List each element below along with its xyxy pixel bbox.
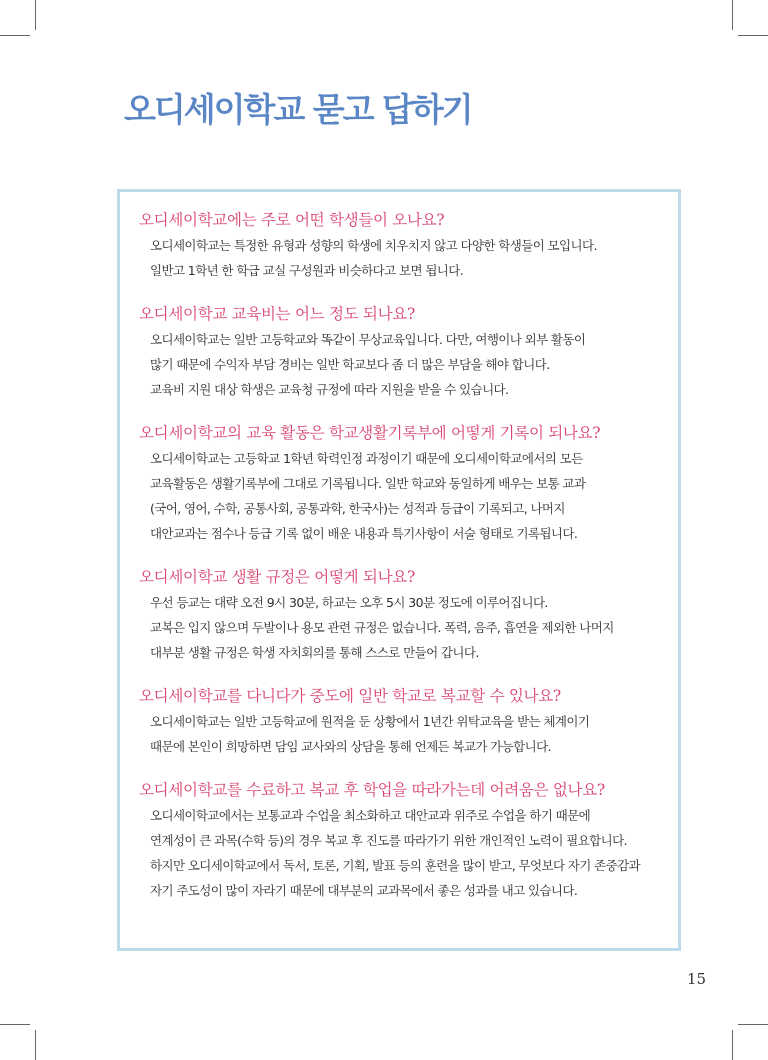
qa-item xyxy=(139,422,678,546)
answer-line: (국어, 영어, 수학, 공통사회, 공통과학, 한국사)는 성적과 등급이 기록되고, 나머지 xyxy=(150,501,565,516)
crop-mark-top-left-vertical xyxy=(35,0,36,30)
crop-mark-bottom-right-horizontal xyxy=(738,1024,768,1025)
answer-line: 대안교과는 점수나 등급 기록 없이 배운 내용과 특기사항이 서술 형태로 기록됩니다. xyxy=(150,526,578,541)
answer-line: 자기 주도성이 많이 자라기 때문에 대부분의 교과목에서 좋은 성과를 내고 있습니다. xyxy=(150,883,578,898)
answer-line: 연계성이 큰 과목(수학 등)의 경우 복교 후 진도를 따라가기 위한 개인적인 노력이 필요합니다. xyxy=(150,833,627,848)
crop-mark-bottom-right-vertical xyxy=(732,1030,733,1060)
qa-item xyxy=(139,303,678,402)
question-heading: 오디세이학교를 다니다가 중도에 일반 학교로 복교할 수 있나요? xyxy=(139,687,561,705)
answer-line: 오디세이학교는 특정한 유형과 성향의 학생에 치우치지 않고 다양한 학생들이 모입니다. xyxy=(150,238,597,253)
qa-item xyxy=(139,779,678,903)
question-heading: 오디세이학교를 수료하고 복교 후 학업을 따라가는데 어려움은 없나요? xyxy=(139,781,605,799)
answer-line: 오디세이학교에서는 보통교과 수업을 최소화하고 대안교과 위주로 수업을 하기 때문에 xyxy=(150,808,591,823)
crop-mark-top-right-vertical xyxy=(732,0,733,30)
question-heading: 오디세이학교에는 주로 어떤 학생들이 오나요? xyxy=(139,211,445,229)
answer-line: 우선 등교는 대략 오전 9시 30분, 하교는 오후 5시 30분 정도에 이루어집니다. xyxy=(150,595,548,610)
answer-line: 오디세이학교는 고등학교 1학년 학력인정 과정이기 때문에 오디세이학교에서의 모든 xyxy=(150,451,583,466)
qa-item xyxy=(139,566,678,665)
crop-mark-top-right-horizontal xyxy=(738,35,768,36)
answer-line: 교복은 입지 않으며 두발이나 용모 관련 규정은 없습니다. 폭력, 음주, 흡연을 제외한 나머지 xyxy=(150,620,614,635)
answer-line: 하지만 오디세이학교에서 독서, 토론, 기획, 발표 등의 훈련을 많이 받고, 무엇보다 자기 존중감과 xyxy=(150,858,641,873)
question-heading: 오디세이학교 생활 규정은 어떻게 되나요? xyxy=(139,568,415,586)
answer-line: 대부분 생활 규정은 학생 자치회의를 통해 스스로 만들어 갑니다. xyxy=(150,645,479,660)
crop-mark-top-left-horizontal xyxy=(0,35,30,36)
answer-line: 교육활동은 생활기록부에 그대로 기록됩니다. 일반 학교와 동일하게 배우는 보통 교과 xyxy=(150,476,586,491)
qa-item xyxy=(139,209,678,283)
question-heading: 오디세이학교 교육비는 어느 정도 되나요? xyxy=(139,305,415,323)
answer-line: 오디세이학교는 일반 고등학교와 똑같이 무상교육입니다. 다만, 여행이나 외부 활동이 xyxy=(150,332,586,347)
page-number: 15 xyxy=(687,970,707,988)
answer-line: 일반고 1학년 한 학급 교실 구성원과 비슷하다고 보면 됩니다. xyxy=(150,263,464,278)
answer-line: 오디세이학교는 일반 고등학교에 원적을 둔 상황에서 1년간 위탁교육을 받는 체계이기 xyxy=(150,714,590,729)
crop-mark-bottom-left-vertical xyxy=(35,1030,36,1060)
qa-item xyxy=(139,685,678,759)
qa-box xyxy=(117,189,681,951)
answer-line: 교육비 지원 대상 학생은 교육청 규정에 따라 지원을 받을 수 있습니다. xyxy=(150,382,509,397)
question-heading: 오디세이학교의 교육 활동은 학교생활기록부에 어떻게 기록이 되나요? xyxy=(139,424,601,442)
page-title: 오디세이학교 묻고 답하기 xyxy=(124,90,472,129)
crop-mark-bottom-left-horizontal xyxy=(0,1024,30,1025)
answer-line: 많기 때문에 수익자 부담 경비는 일반 학교보다 좀 더 많은 부담을 해야 합니다. xyxy=(150,357,550,372)
answer-line: 때문에 본인이 희망하면 담임 교사와의 상담을 통해 언제든 복교가 가능합니다. xyxy=(150,739,551,754)
